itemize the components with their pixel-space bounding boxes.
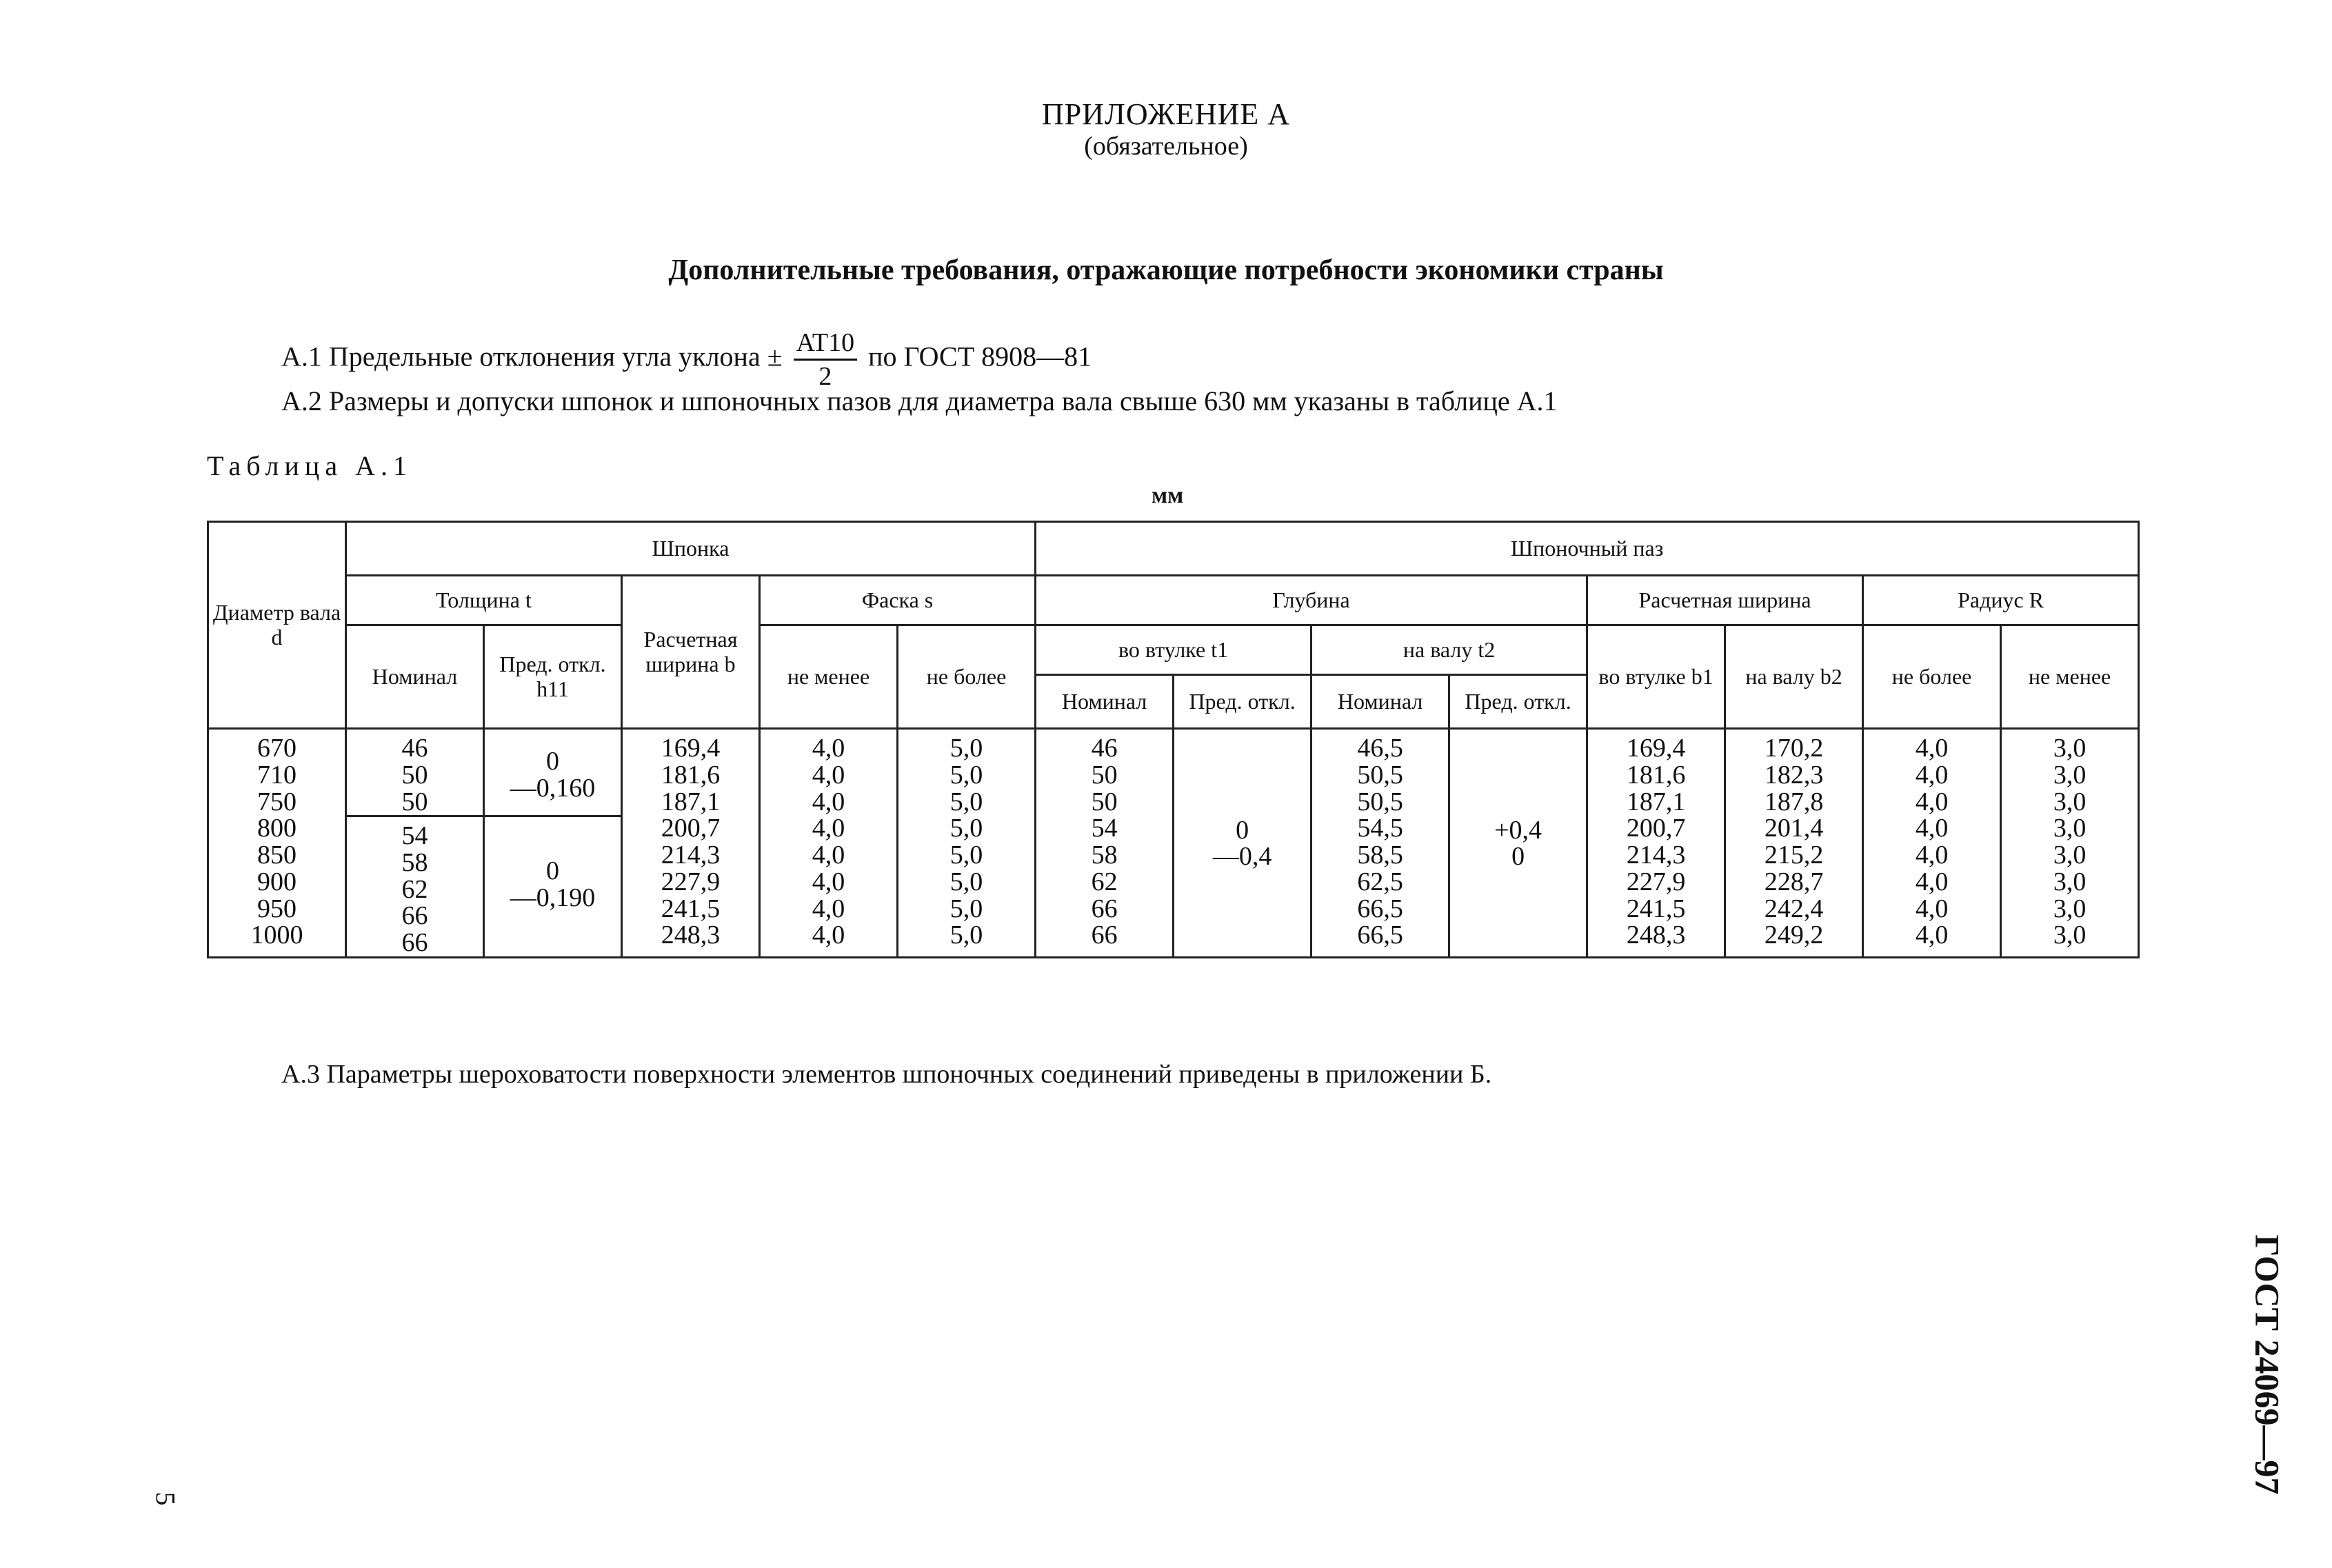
header-thickness: Толщина t (346, 576, 622, 625)
spec-table (207, 521, 2140, 958)
col-b1: 169,4 181,6 187,1 200,7 214,3 227,9 241,5 248,3 (1587, 729, 1725, 958)
col-t1-tol: 0 —0,4 (1174, 729, 1311, 958)
header-radius-min: не менее (2001, 625, 2139, 729)
header-width-hub: во втулке b1 (1587, 625, 1725, 729)
paragraph-a1-prefix: А.1 Предельные отклонения угла уклона ± (281, 341, 783, 372)
header-calc-width-b: Расчетная ширина b (622, 576, 760, 729)
standard-id: ГОСТ 24069—97 (2248, 1234, 2287, 1495)
header-depth: Глубина (1036, 576, 1587, 625)
header-radius: Радиус R (1863, 576, 2139, 625)
header-depth-shaft: на валу t2 (1311, 625, 1587, 675)
col-r-max: 4,0 4,0 4,0 4,0 4,0 4,0 4,0 4,0 (1863, 729, 2001, 958)
col-t2-nominal: 46,5 50,5 50,5 54,5 58,5 62,5 66,5 66,5 (1311, 729, 1449, 958)
header-calc-width: Расчетная ширина (1587, 576, 1863, 625)
appendix-title: ПРИЛОЖЕНИЕ А (1041, 97, 1291, 131)
col-t2-tol: +0,4 0 (1449, 729, 1587, 958)
header-t2-tol: Пред. откл. (1449, 675, 1587, 729)
angle-fraction (794, 330, 857, 390)
paragraph-a1 (281, 330, 1092, 390)
paragraph-a2: А.2 Размеры и допуски шпонок и шпоночных пазов для диаметра вала свыше 630 мм указаны в таблице А.1 (281, 385, 1558, 416)
section-heading: Дополнительные требования, отражающие потребности экономики страны (668, 254, 1664, 286)
col-t1-nominal: 46 50 50 54 58 62 66 66 (1036, 729, 1174, 958)
header-width-shaft: на валу b2 (1725, 625, 1863, 729)
col-s-min: 4,0 4,0 4,0 4,0 4,0 4,0 4,0 4,0 (760, 729, 898, 958)
col-b: 169,4 181,6 187,1 200,7 214,3 227,9 241,5 248,3 (622, 729, 760, 958)
header-t1-nominal: Номинал (1036, 675, 1174, 729)
col-b2: 170,2 182,3 187,8 201,4 215,2 228,7 242,4 249,2 (1725, 729, 1863, 958)
col-r-min: 3,0 3,0 3,0 3,0 3,0 3,0 3,0 3,0 (2001, 729, 2139, 958)
header-chamfer-max: не более (898, 625, 1036, 729)
col-d: 670 710 750 800 850 900 950 1000 (208, 729, 346, 958)
col-t-nominal-b: 54 58 62 66 66 (401, 821, 428, 957)
header-chamfer: Фаска s (760, 576, 1036, 625)
header-t2-nominal: Номинал (1311, 675, 1449, 729)
col-t-tol-a: 0 —0,160 (485, 730, 621, 817)
header-thickness-nominal: Номинал (346, 625, 484, 729)
header-radius-max: не более (1863, 625, 2001, 729)
col-t-tol-b: 0 —0,190 (510, 856, 596, 912)
header-key: Шпонка (346, 522, 1036, 576)
col-s-max: 5,0 5,0 5,0 5,0 5,0 5,0 5,0 5,0 (898, 729, 1036, 958)
col-t-nominal-a: 46 50 50 (347, 730, 483, 817)
header-keyway: Шпоночный паз (1036, 522, 2139, 576)
fraction-numerator: AT10 (794, 330, 857, 361)
appendix-type: (обязательное) (1084, 132, 1248, 161)
header-thickness-tol: Пред. откл. h11 (484, 625, 622, 729)
page-number: 5 (150, 1491, 181, 1506)
paragraph-a1-suffix: по ГОСТ 8908—81 (868, 341, 1092, 372)
table-label: Таблица А.1 (207, 450, 412, 481)
header-shaft-diameter: Диаметр вала d (208, 522, 346, 729)
fraction-denominator: 2 (818, 362, 832, 391)
header-chamfer-min: не менее (760, 625, 898, 729)
header-depth-hub: во втулке t1 (1036, 625, 1311, 675)
header-t1-tol: Пред. откл. (1174, 675, 1311, 729)
paragraph-a3: А.3 Параметры шероховатости поверхности элементов шпоночных соединений приведены в приложении Б. (281, 1060, 1492, 1089)
unit-label: мм (1152, 483, 1184, 508)
